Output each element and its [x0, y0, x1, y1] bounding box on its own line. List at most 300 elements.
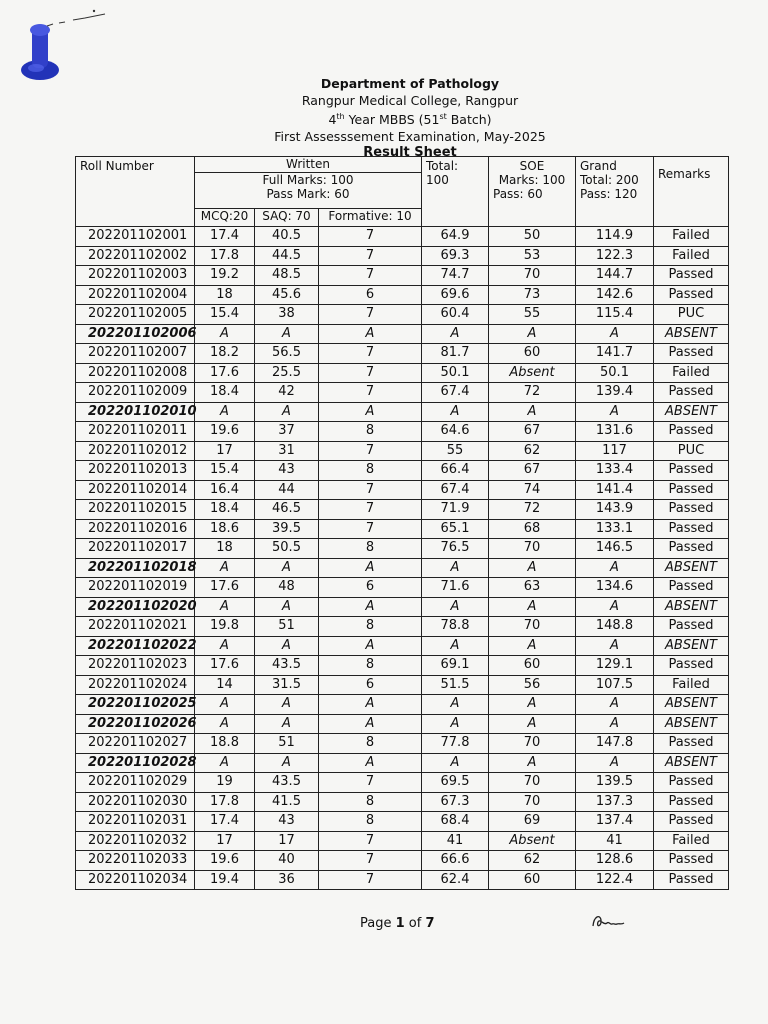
- total-cell: 77.8: [422, 734, 489, 754]
- remarks-cell: Passed: [654, 617, 729, 637]
- formative-cell: A: [319, 402, 422, 422]
- mcq-cell: 15.4: [195, 305, 255, 325]
- roll-number-cell: 202201102019: [76, 578, 195, 598]
- grand-total-cell: 115.4: [576, 305, 654, 325]
- saq-cell: 37: [255, 422, 319, 442]
- pen-mark-scribble: [45, 8, 115, 30]
- soe-cell: Absent: [489, 831, 576, 851]
- total-cell: 67.4: [422, 480, 489, 500]
- table-row: [76, 851, 729, 871]
- grand-total-cell: 50.1: [576, 363, 654, 383]
- total-cell: 71.6: [422, 578, 489, 598]
- formative-cell: 7: [319, 441, 422, 461]
- formative-cell: 7: [319, 227, 422, 247]
- remarks-cell: ABSENT: [654, 714, 729, 734]
- mcq-cell: 18.2: [195, 344, 255, 364]
- remarks-cell: PUC: [654, 305, 729, 325]
- saq-cell: 17: [255, 831, 319, 851]
- mcq-cell: 17: [195, 441, 255, 461]
- roll-number-cell: 202201102011: [76, 422, 195, 442]
- mcq-cell: 19.2: [195, 266, 255, 286]
- table-row: [76, 539, 729, 559]
- table-row: [76, 753, 729, 773]
- mcq-cell: 14: [195, 675, 255, 695]
- mcq-cell: 17.8: [195, 792, 255, 812]
- soe-cell: 60: [489, 870, 576, 890]
- remarks-cell: Passed: [654, 519, 729, 539]
- saq-cell: 45.6: [255, 285, 319, 305]
- department-title: Department of Pathology: [320, 76, 500, 91]
- soe-cell: 70: [489, 734, 576, 754]
- grand-total-cell: A: [576, 636, 654, 656]
- soe-cell: A: [489, 324, 576, 344]
- soe-cell: 69: [489, 812, 576, 832]
- saq-cell: 48: [255, 578, 319, 598]
- remarks-header: Remarks: [654, 157, 729, 227]
- formative-cell: A: [319, 597, 422, 617]
- soe-cell: 55: [489, 305, 576, 325]
- saq-cell: 48.5: [255, 266, 319, 286]
- remarks-cell: ABSENT: [654, 402, 729, 422]
- table-row: [76, 266, 729, 286]
- soe-cell: 50: [489, 227, 576, 247]
- soe-cell: A: [489, 636, 576, 656]
- saq-cell: 39.5: [255, 519, 319, 539]
- mcq-cell: A: [195, 695, 255, 715]
- saq-cell: 42: [255, 383, 319, 403]
- soe-cell: 67: [489, 422, 576, 442]
- formative-cell: A: [319, 695, 422, 715]
- batch-line: 4th Year MBBS (51st Batch): [328, 112, 492, 128]
- total-cell: 69.5: [422, 773, 489, 793]
- saq-cell: A: [255, 714, 319, 734]
- grand-total-header: Grand Total: 200 Pass: 120: [576, 157, 654, 227]
- saq-cell: A: [255, 695, 319, 715]
- grand-total-cell: A: [576, 597, 654, 617]
- saq-cell: 40: [255, 851, 319, 871]
- soe-cell: 70: [489, 539, 576, 559]
- total-cell: 81.7: [422, 344, 489, 364]
- grand-total-cell: 142.6: [576, 285, 654, 305]
- mcq-cell: 17.6: [195, 578, 255, 598]
- soe-cell: 70: [489, 617, 576, 637]
- roll-number-cell: 202201102013: [76, 461, 195, 481]
- table-row: [76, 461, 729, 481]
- table-row: [76, 480, 729, 500]
- grand-total-cell: A: [576, 324, 654, 344]
- saq-cell: A: [255, 324, 319, 344]
- total-cell: 69.3: [422, 246, 489, 266]
- soe-cell: 74: [489, 480, 576, 500]
- table-row: [76, 617, 729, 637]
- formative-cell: A: [319, 558, 422, 578]
- result-sheet-title: Result Sheet: [363, 145, 457, 161]
- formative-cell: 8: [319, 539, 422, 559]
- table-row: [76, 773, 729, 793]
- roll-number-cell: 202201102026: [76, 714, 195, 734]
- mcq-cell: 17.4: [195, 812, 255, 832]
- table-row: [76, 714, 729, 734]
- mcq-cell: 18.4: [195, 500, 255, 520]
- total-cell: 67.3: [422, 792, 489, 812]
- grand-total-cell: 137.4: [576, 812, 654, 832]
- remarks-cell: Passed: [654, 383, 729, 403]
- roll-number-cell: 202201102008: [76, 363, 195, 383]
- formative-cell: 7: [319, 363, 422, 383]
- roll-number-cell: 202201102006: [76, 324, 195, 344]
- roll-number-cell: 202201102015: [76, 500, 195, 520]
- remarks-cell: Passed: [654, 266, 729, 286]
- table-row: [76, 324, 729, 344]
- table-row: [76, 227, 729, 247]
- formative-cell: 7: [319, 773, 422, 793]
- formative-cell: 7: [319, 383, 422, 403]
- mcq-cell: 18.6: [195, 519, 255, 539]
- table-row: [76, 305, 729, 325]
- soe-cell: 60: [489, 344, 576, 364]
- grand-total-cell: 139.5: [576, 773, 654, 793]
- table-row: [76, 636, 729, 656]
- mcq-cell: A: [195, 402, 255, 422]
- soe-cell: 62: [489, 851, 576, 871]
- remarks-cell: Passed: [654, 773, 729, 793]
- formative-header: Formative: 10: [319, 209, 422, 227]
- grand-total-cell: 134.6: [576, 578, 654, 598]
- soe-cell: Absent: [489, 363, 576, 383]
- soe-cell: 70: [489, 266, 576, 286]
- roll-number-cell: 202201102024: [76, 675, 195, 695]
- table-row: [76, 695, 729, 715]
- roll-number-cell: 202201102002: [76, 246, 195, 266]
- table-row: [76, 597, 729, 617]
- grand-total-cell: A: [576, 714, 654, 734]
- total-cell: A: [422, 753, 489, 773]
- formative-cell: 8: [319, 422, 422, 442]
- mcq-cell: 19.6: [195, 422, 255, 442]
- formative-cell: 8: [319, 656, 422, 676]
- total-cell: A: [422, 714, 489, 734]
- roll-number-cell: 202201102007: [76, 344, 195, 364]
- remarks-cell: Passed: [654, 500, 729, 520]
- roll-number-cell: 202201102030: [76, 792, 195, 812]
- total-cell: A: [422, 597, 489, 617]
- grand-total-cell: A: [576, 402, 654, 422]
- roll-number-cell: 202201102009: [76, 383, 195, 403]
- soe-cell: 70: [489, 792, 576, 812]
- written-marks-info: Full Marks: 100 Pass Mark: 60: [195, 173, 422, 209]
- roll-number-cell: 202201102034: [76, 870, 195, 890]
- soe-cell: A: [489, 753, 576, 773]
- soe-cell: A: [489, 402, 576, 422]
- saq-cell: 50.5: [255, 539, 319, 559]
- formative-cell: 8: [319, 461, 422, 481]
- remarks-cell: ABSENT: [654, 753, 729, 773]
- table-row: [76, 675, 729, 695]
- formative-cell: 7: [319, 246, 422, 266]
- mcq-cell: 18: [195, 285, 255, 305]
- mcq-header: MCQ:20: [195, 209, 255, 227]
- mcq-cell: 18.4: [195, 383, 255, 403]
- remarks-cell: ABSENT: [654, 636, 729, 656]
- mcq-cell: A: [195, 324, 255, 344]
- exam-name: First Assesssement Examination, May-2025: [274, 128, 546, 144]
- roll-number-cell: 202201102025: [76, 695, 195, 715]
- soe-cell: 70: [489, 773, 576, 793]
- table-row: [76, 656, 729, 676]
- total-cell: 67.4: [422, 383, 489, 403]
- mcq-cell: A: [195, 558, 255, 578]
- grand-total-cell: 146.5: [576, 539, 654, 559]
- formative-cell: 7: [319, 266, 422, 286]
- mcq-cell: 15.4: [195, 461, 255, 481]
- total-cell: 65.1: [422, 519, 489, 539]
- soe-cell: 72: [489, 383, 576, 403]
- mcq-cell: 19: [195, 773, 255, 793]
- mcq-cell: 17: [195, 831, 255, 851]
- remarks-cell: Failed: [654, 675, 729, 695]
- remarks-cell: Failed: [654, 227, 729, 247]
- remarks-cell: Passed: [654, 792, 729, 812]
- roll-number-cell: 202201102018: [76, 558, 195, 578]
- remarks-cell: Failed: [654, 246, 729, 266]
- formative-cell: 6: [319, 285, 422, 305]
- total-cell: 69.1: [422, 656, 489, 676]
- total-cell: 41: [422, 831, 489, 851]
- mcq-cell: 17.6: [195, 656, 255, 676]
- roll-number-cell: 202201102012: [76, 441, 195, 461]
- table-row: [76, 734, 729, 754]
- result-table: [75, 156, 729, 890]
- roll-number-cell: 202201102033: [76, 851, 195, 871]
- remarks-cell: ABSENT: [654, 597, 729, 617]
- saq-cell: 25.5: [255, 363, 319, 383]
- formative-cell: 7: [319, 305, 422, 325]
- grand-total-cell: 148.8: [576, 617, 654, 637]
- mcq-cell: 19.8: [195, 617, 255, 637]
- grand-total-cell: 139.4: [576, 383, 654, 403]
- total-cell: 51.5: [422, 675, 489, 695]
- saq-cell: 56.5: [255, 344, 319, 364]
- formative-cell: A: [319, 753, 422, 773]
- remarks-cell: Passed: [654, 344, 729, 364]
- table-row: [76, 383, 729, 403]
- roll-number-cell: 202201102023: [76, 656, 195, 676]
- total-cell: 60.4: [422, 305, 489, 325]
- remarks-cell: Passed: [654, 461, 729, 481]
- saq-cell: 43: [255, 812, 319, 832]
- soe-cell: 67: [489, 461, 576, 481]
- soe-cell: 53: [489, 246, 576, 266]
- remarks-cell: Passed: [654, 656, 729, 676]
- soe-cell: 72: [489, 500, 576, 520]
- formative-cell: 7: [319, 500, 422, 520]
- soe-cell: A: [489, 695, 576, 715]
- grand-total-cell: A: [576, 695, 654, 715]
- roll-number-cell: 202201102029: [76, 773, 195, 793]
- remarks-cell: Failed: [654, 363, 729, 383]
- soe-header: SOE Marks: 100 Pass: 60: [489, 157, 576, 227]
- mcq-cell: 17.4: [195, 227, 255, 247]
- grand-total-cell: 141.4: [576, 480, 654, 500]
- saq-cell: 46.5: [255, 500, 319, 520]
- remarks-cell: Passed: [654, 812, 729, 832]
- saq-cell: 43.5: [255, 656, 319, 676]
- remarks-cell: Passed: [654, 578, 729, 598]
- saq-cell: A: [255, 558, 319, 578]
- table-row: [76, 870, 729, 890]
- roll-number-cell: 202201102022: [76, 636, 195, 656]
- soe-cell: 56: [489, 675, 576, 695]
- remarks-cell: Passed: [654, 285, 729, 305]
- table-row: [76, 344, 729, 364]
- formative-cell: 7: [319, 851, 422, 871]
- table-row: [76, 792, 729, 812]
- roll-number-cell: 202201102014: [76, 480, 195, 500]
- grand-total-cell: 141.7: [576, 344, 654, 364]
- table-row: [76, 831, 729, 851]
- remarks-cell: Passed: [654, 851, 729, 871]
- mcq-cell: 17.8: [195, 246, 255, 266]
- remarks-cell: ABSENT: [654, 695, 729, 715]
- table-row: [76, 500, 729, 520]
- remarks-cell: Passed: [654, 539, 729, 559]
- roll-number-cell: 202201102020: [76, 597, 195, 617]
- table-row: [76, 812, 729, 832]
- table-row: [76, 422, 729, 442]
- grand-total-cell: 122.4: [576, 870, 654, 890]
- total-cell: A: [422, 695, 489, 715]
- mcq-cell: A: [195, 597, 255, 617]
- grand-total-cell: 144.7: [576, 266, 654, 286]
- saq-cell: 51: [255, 617, 319, 637]
- written-header: Written: [195, 157, 422, 173]
- grand-total-cell: 143.9: [576, 500, 654, 520]
- saq-cell: A: [255, 402, 319, 422]
- remarks-cell: Passed: [654, 870, 729, 890]
- grand-total-cell: 137.3: [576, 792, 654, 812]
- saq-cell: 41.5: [255, 792, 319, 812]
- roll-number-cell: 202201102031: [76, 812, 195, 832]
- mcq-cell: A: [195, 753, 255, 773]
- roll-number-cell: 202201102017: [76, 539, 195, 559]
- total-cell: 50.1: [422, 363, 489, 383]
- grand-total-cell: 131.6: [576, 422, 654, 442]
- formative-cell: A: [319, 636, 422, 656]
- grand-total-cell: 147.8: [576, 734, 654, 754]
- grand-total-cell: 129.1: [576, 656, 654, 676]
- formative-cell: 8: [319, 792, 422, 812]
- soe-cell: 63: [489, 578, 576, 598]
- result-rows: [76, 227, 729, 890]
- table-row: [76, 363, 729, 383]
- total-cell: 74.7: [422, 266, 489, 286]
- grand-total-cell: 128.6: [576, 851, 654, 871]
- formative-cell: 7: [319, 831, 422, 851]
- mcq-cell: A: [195, 636, 255, 656]
- roll-number-cell: 202201102021: [76, 617, 195, 637]
- formative-cell: 7: [319, 519, 422, 539]
- table-row: [76, 402, 729, 422]
- saq-cell: 43.5: [255, 773, 319, 793]
- saq-cell: 31: [255, 441, 319, 461]
- mcq-cell: 18.8: [195, 734, 255, 754]
- total-cell: 55: [422, 441, 489, 461]
- total-cell: A: [422, 402, 489, 422]
- roll-number-cell: 202201102027: [76, 734, 195, 754]
- formative-cell: 7: [319, 480, 422, 500]
- saq-cell: A: [255, 597, 319, 617]
- remarks-cell: Failed: [654, 831, 729, 851]
- total-cell: 62.4: [422, 870, 489, 890]
- saq-cell: 51: [255, 734, 319, 754]
- soe-cell: A: [489, 558, 576, 578]
- saq-header: SAQ: 70: [255, 209, 319, 227]
- formative-cell: 8: [319, 812, 422, 832]
- page-number: Page 1 of 7: [360, 916, 435, 931]
- formative-cell: 6: [319, 578, 422, 598]
- grand-total-cell: 117: [576, 441, 654, 461]
- total-cell: 66.6: [422, 851, 489, 871]
- table-row: [76, 285, 729, 305]
- saq-cell: 38: [255, 305, 319, 325]
- total-cell: 69.6: [422, 285, 489, 305]
- grand-total-cell: 133.4: [576, 461, 654, 481]
- mcq-cell: 19.4: [195, 870, 255, 890]
- remarks-cell: PUC: [654, 441, 729, 461]
- formative-cell: 8: [319, 734, 422, 754]
- roll-number-cell: 202201102010: [76, 402, 195, 422]
- soe-cell: 60: [489, 656, 576, 676]
- total-cell: 71.9: [422, 500, 489, 520]
- table-row: [76, 558, 729, 578]
- remarks-cell: Passed: [654, 734, 729, 754]
- mcq-cell: 18: [195, 539, 255, 559]
- roll-number-header: Roll Number: [76, 157, 195, 227]
- roll-number-cell: 202201102004: [76, 285, 195, 305]
- saq-cell: 31.5: [255, 675, 319, 695]
- saq-cell: A: [255, 753, 319, 773]
- roll-number-cell: 202201102028: [76, 753, 195, 773]
- grand-total-cell: A: [576, 753, 654, 773]
- mcq-cell: A: [195, 714, 255, 734]
- mcq-cell: 17.6: [195, 363, 255, 383]
- grand-total-cell: 107.5: [576, 675, 654, 695]
- total-cell: 76.5: [422, 539, 489, 559]
- formative-cell: 8: [319, 617, 422, 637]
- signature-mark: [590, 912, 626, 932]
- mcq-cell: 19.6: [195, 851, 255, 871]
- roll-number-cell: 202201102001: [76, 227, 195, 247]
- formative-cell: 7: [319, 344, 422, 364]
- formative-cell: 7: [319, 870, 422, 890]
- total-cell: 64.9: [422, 227, 489, 247]
- saq-cell: 36: [255, 870, 319, 890]
- saq-cell: 44: [255, 480, 319, 500]
- remarks-cell: Passed: [654, 480, 729, 500]
- saq-cell: 44.5: [255, 246, 319, 266]
- total-cell: A: [422, 324, 489, 344]
- total-cell: 64.6: [422, 422, 489, 442]
- document-header: [200, 76, 620, 162]
- grand-total-cell: 122.3: [576, 246, 654, 266]
- total-header: Total: 100: [422, 157, 489, 227]
- roll-number-cell: 202201102003: [76, 266, 195, 286]
- grand-total-cell: 133.1: [576, 519, 654, 539]
- soe-cell: 68: [489, 519, 576, 539]
- grand-total-cell: 41: [576, 831, 654, 851]
- roll-number-cell: 202201102005: [76, 305, 195, 325]
- roll-number-cell: 202201102032: [76, 831, 195, 851]
